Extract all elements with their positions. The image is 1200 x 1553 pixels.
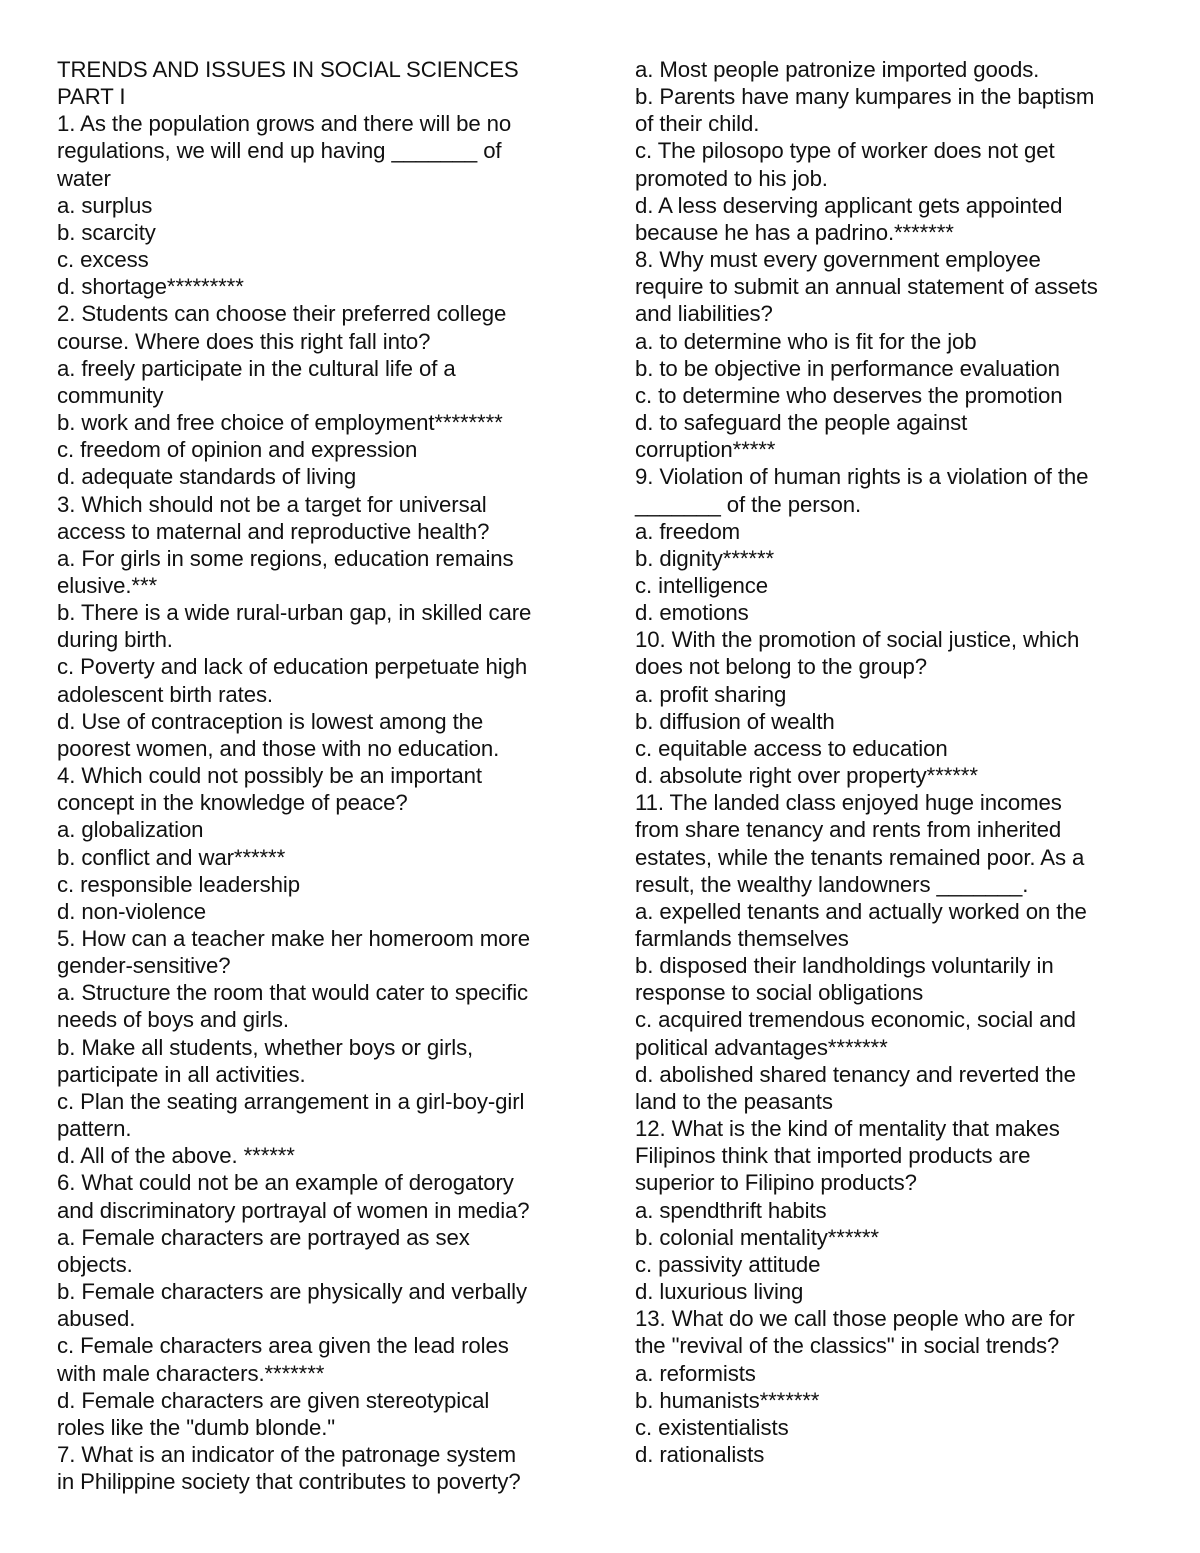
left-column-line: with male characters.******* <box>57 1360 325 1386</box>
left-column-line: b. conflict and war****** <box>57 844 286 870</box>
left-column-line: d. non-violence <box>57 898 206 924</box>
left-column-line: TRENDS AND ISSUES IN SOCIAL SCIENCES <box>57 57 519 82</box>
right-column-line: the "revival of the classics" in social trends? <box>635 1333 1060 1359</box>
left-column-line: access to maternal and reproductive health? <box>57 518 490 544</box>
left-column-line: gender-sensitive? <box>57 953 231 979</box>
right-column-line: b. Parents have many kumpares in the baptism <box>635 84 1095 110</box>
left-column-line: d. adequate standards of living <box>57 464 357 490</box>
left-column-line: adolescent birth rates. <box>57 681 274 707</box>
right-column-line: farmlands themselves <box>635 926 849 951</box>
right-column-line: d. A less deserving applicant gets appointed <box>635 192 1063 218</box>
left-column-line: b. scarcity <box>57 219 156 245</box>
left-column-line: participate in all activities. <box>57 1061 306 1087</box>
right-column-line: c. intelligence <box>635 572 768 598</box>
right-column-line: of their child. <box>635 111 760 137</box>
left-column-line: 6. What could not be an example of derogatory <box>57 1170 514 1196</box>
left-column-line: b. work and free choice of employment******** <box>57 410 503 436</box>
right-column-line: d. rationalists <box>635 1441 765 1467</box>
right-column-line: result, the wealthy landowners _______. <box>635 871 1029 897</box>
left-column-line: 4. Which could not possibly be an important <box>57 763 482 789</box>
right-column-line: d. abolished shared tenancy and reverted the <box>635 1061 1076 1087</box>
left-column-line: water <box>57 165 111 191</box>
left-column-line: 3. Which should not be a target for universal <box>57 491 487 517</box>
right-column-line: from share tenancy and rents from inherited <box>635 817 1062 843</box>
left-column-line: b. Make all students, whether boys or girls, <box>57 1034 474 1060</box>
right-column-line: 13. What do we call those people who are for <box>635 1306 1075 1332</box>
right-column-line: b. disposed their landholdings voluntarily in <box>635 953 1054 979</box>
right-column-line: land to the peasants <box>635 1088 833 1114</box>
right-column-line: b. to be objective in performance evaluation <box>635 355 1060 381</box>
right-column-line: corruption***** <box>635 437 776 463</box>
right-column-line: c. equitable access to education <box>635 735 948 761</box>
left-column-line: c. Poverty and lack of education perpetuate high <box>57 654 528 680</box>
left-column-line: during birth. <box>57 627 173 653</box>
right-column-line: d. to safeguard the people against <box>635 410 968 436</box>
right-column-line: b. diffusion of wealth <box>635 708 835 734</box>
left-column-line: and discriminatory portrayal of women in media? <box>57 1197 530 1223</box>
left-column-line: needs of boys and girls. <box>57 1007 289 1033</box>
right-column-line: 12. What is the kind of mentality that makes <box>635 1116 1060 1142</box>
right-column-line: response to social obligations <box>635 980 924 1006</box>
right-column-line: promoted to his job. <box>635 165 828 191</box>
left-column-line: 2. Students can choose their preferred college <box>57 301 507 327</box>
left-column-line: a. Structure the room that would cater to specific <box>57 980 529 1006</box>
right-column <box>635 56 1155 1468</box>
left-column-line: d. Female characters are given stereotypical <box>57 1387 490 1413</box>
left-column-line: c. excess <box>57 247 149 273</box>
right-column-line: Filipinos think that imported products are <box>635 1143 1031 1169</box>
right-column-line: a. expelled tenants and actually worked on the <box>635 898 1087 924</box>
left-column-line: roles like the "dumb blonde." <box>57 1414 336 1440</box>
right-column-line: and liabilities? <box>635 301 773 327</box>
left-column-line: b. There is a wide rural-urban gap, in skilled care <box>57 600 532 626</box>
right-column-line: c. to determine who deserves the promotion <box>635 382 1063 408</box>
left-column-line: abused. <box>57 1306 136 1332</box>
left-column-line: regulations, we will end up having _______ of <box>57 138 502 164</box>
left-column-line: 7. What is an indicator of the patronage system <box>57 1441 517 1467</box>
left-column <box>57 56 577 1495</box>
left-column-line: d. All of the above. ****** <box>57 1143 295 1169</box>
right-column-line: a. freedom <box>635 518 741 544</box>
right-column-line: d. emotions <box>635 600 749 626</box>
left-column-line: community <box>57 382 164 408</box>
right-column-line: b. dignity****** <box>635 545 775 571</box>
left-column-line: c. responsible leadership <box>57 871 300 897</box>
right-column-line: because he has a padrino.******* <box>635 219 954 245</box>
left-column-line: in Philippine society that contributes to poverty? <box>57 1469 521 1495</box>
right-column-line: d. absolute right over property****** <box>635 763 978 789</box>
right-column-line: c. passivity attitude <box>635 1251 821 1277</box>
right-column-line: 9. Violation of human rights is a violation of the <box>635 464 1089 490</box>
right-column-line: a. reformists <box>635 1360 756 1386</box>
left-column-line: a. freely participate in the cultural life of a <box>57 355 456 381</box>
right-column-line: a. spendthrift habits <box>635 1197 827 1223</box>
left-column-line: a. surplus <box>57 192 153 218</box>
right-column-line: _______ of the person. <box>635 491 862 517</box>
right-column-line: a. profit sharing <box>635 681 787 707</box>
right-column-line: c. The pilosopo type of worker does not get <box>635 138 1055 164</box>
right-column-line: require to submit an annual statement of assets <box>635 274 1098 300</box>
left-column-line: b. Female characters are physically and verbally <box>57 1279 527 1305</box>
left-column-line: a. For girls in some regions, education remains <box>57 545 514 571</box>
left-column-line: course. Where does this right fall into? <box>57 328 431 354</box>
left-column-line: a. globalization <box>57 817 204 843</box>
right-column-line: b. humanists******* <box>635 1387 820 1413</box>
left-column-line: 1. As the population grows and there will be no <box>57 111 512 137</box>
left-column-line: 5. How can a teacher make her homeroom more <box>57 926 530 951</box>
left-column-line: c. Plan the seating arrangement in a girl-boy-girl <box>57 1088 525 1114</box>
left-column-line: objects. <box>57 1251 133 1277</box>
left-column-line: pattern. <box>57 1116 132 1142</box>
right-column-line: does not belong to the group? <box>635 654 927 680</box>
right-column-line: c. existentialists <box>635 1414 789 1440</box>
right-column-line: 10. With the promotion of social justice, which <box>635 627 1080 653</box>
left-column-line: elusive.*** <box>57 572 158 598</box>
right-column-line: political advantages******* <box>635 1034 888 1060</box>
right-column-line: 11. The landed class enjoyed huge incomes <box>635 790 1062 816</box>
left-column-line: d. Use of contraception is lowest among the <box>57 708 484 734</box>
right-column-line: b. colonial mentality****** <box>635 1224 879 1250</box>
left-column-line: poorest women, and those with no education. <box>57 735 500 761</box>
right-column-line: 8. Why must every government employee <box>635 247 1041 273</box>
left-column-line: concept in the knowledge of peace? <box>57 790 408 816</box>
right-column-line: a. Most people patronize imported goods. <box>635 57 1040 82</box>
left-column-line: PART I <box>57 84 126 110</box>
right-column-line: estates, while the tenants remained poor. As a <box>635 844 1085 870</box>
left-column-line: c. freedom of opinion and expression <box>57 437 418 463</box>
left-column-line: d. shortage********* <box>57 274 244 300</box>
right-column-line: a. to determine who is fit for the job <box>635 328 977 354</box>
left-column-line: a. Female characters are portrayed as sex <box>57 1224 470 1250</box>
left-column-line: c. Female characters area given the lead roles <box>57 1333 509 1359</box>
right-column-line: superior to Filipino products? <box>635 1170 917 1196</box>
right-column-line: d. luxurious living <box>635 1279 804 1305</box>
right-column-line: c. acquired tremendous economic, social and <box>635 1007 1076 1033</box>
